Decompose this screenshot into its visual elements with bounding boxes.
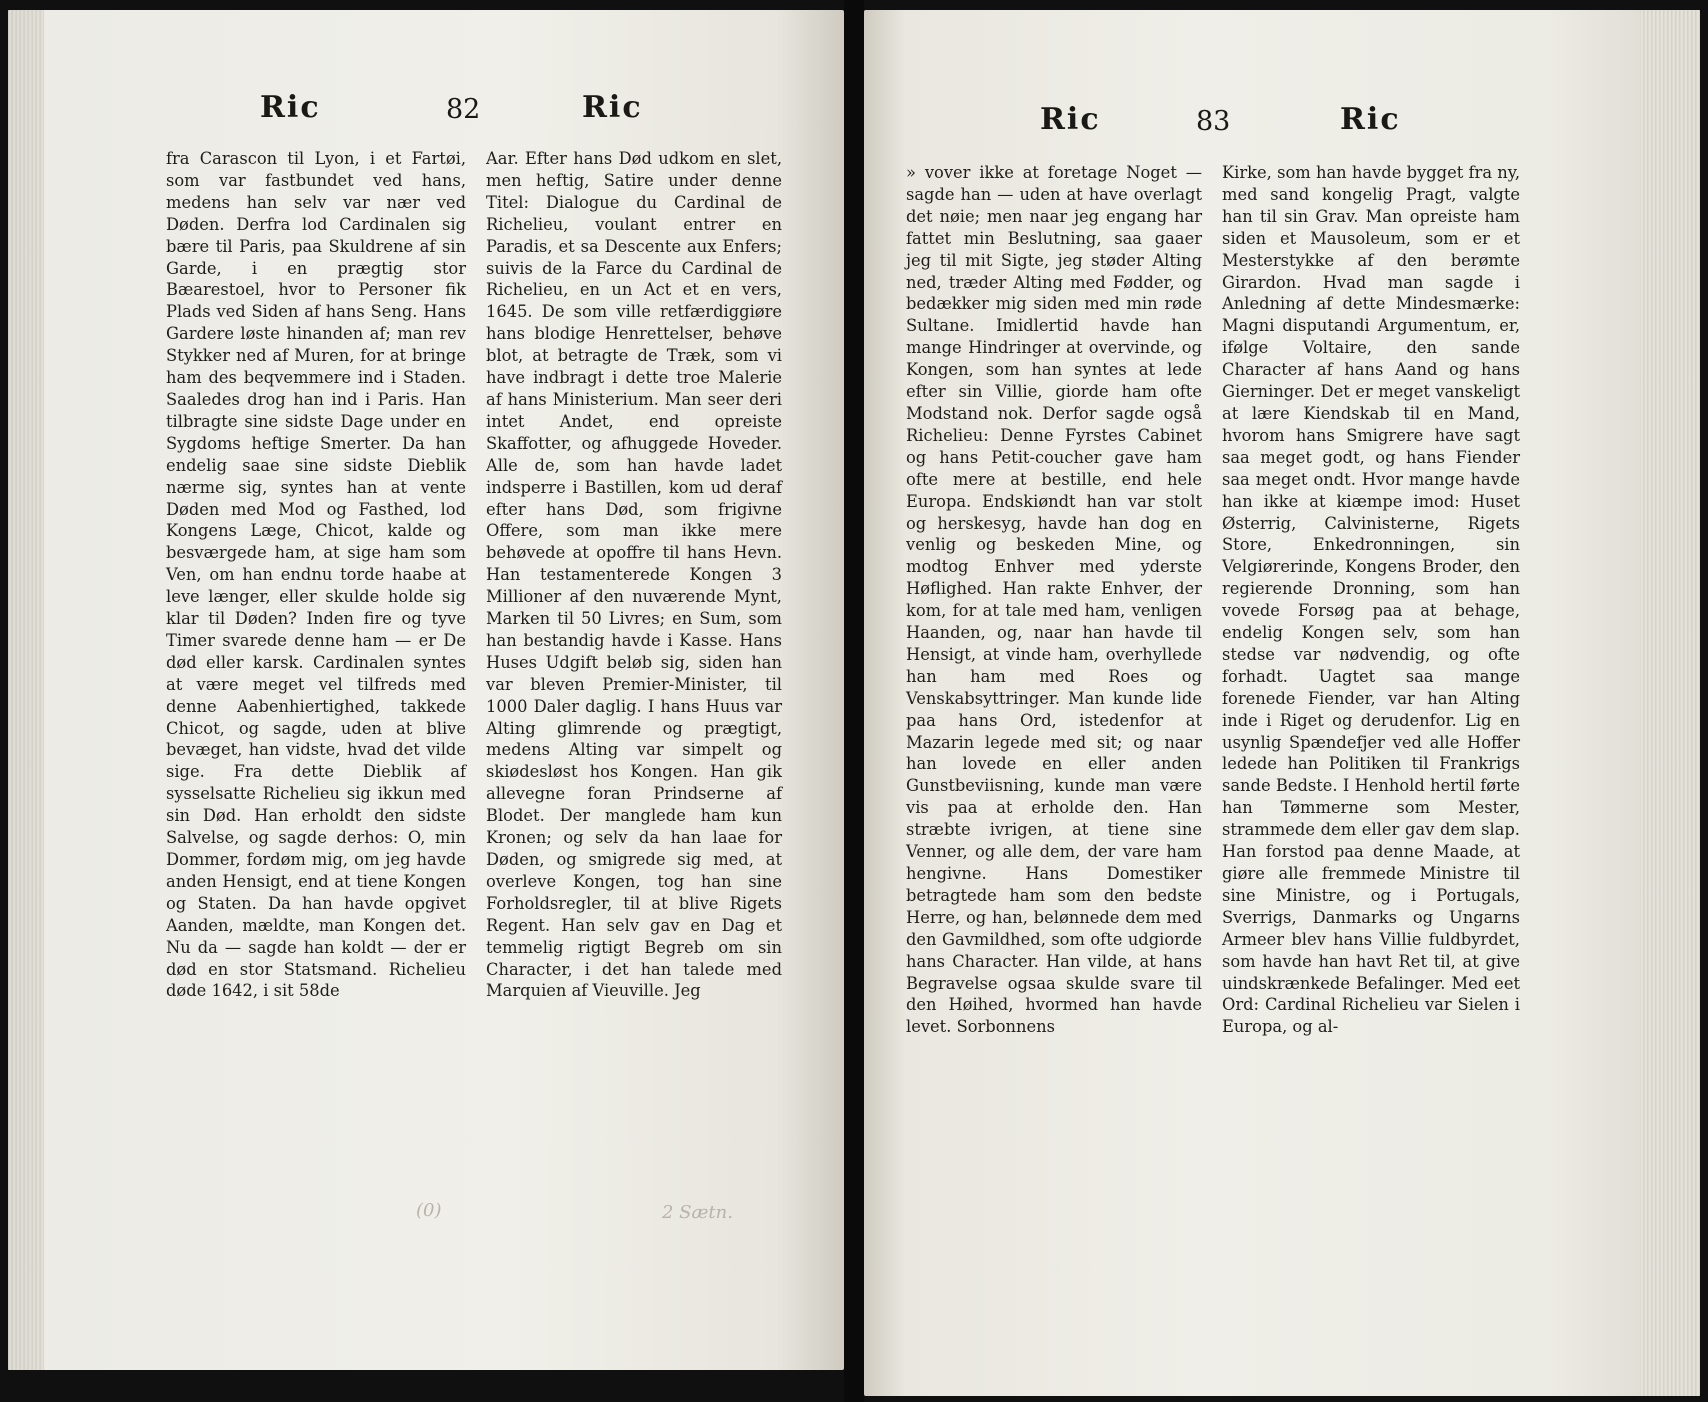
right-page-column-2: Kirke, som han havde bygget fra ny, med sand kongelig Pragt, valgte han til sin Grav. Man opreiste ham siden et Mausoleum, som er et Mesterstykke af den berømte Girardon. Hvad man sagde i Anledning af dette Mindesmærke: Magni disputandi Argumentum, er, ifølge Voltaire, den sande Character af hans Aand og hans Gierninger. Det er meget vanskeligt at lære Kiendskab til en Mand, hvorom hans Smigrere have sagt saa meget godt, og hans Fiender saa meget ondt. Hvor mange havde han ikke at kiæmpe imod: Huset Østerrig, Calvinisterne, Rigets Store, Enkedronningen, sin Velgiørerinde, Kongens Broder, den regierende Dronning, som han vovede Forsøg paa at behage, endelig Kongen selv, som han stedse var nødvendig, og ofte forhadt. Uagtet saa mange forenede Fiender, var han Alting inde i Riget og derudenfor. Lig en usynlig Spændefjer ved alle Hoffer ledede han Politiken til Frankrigs sande Bedste. I Henhold hertil førte han Tømmerne som Mester, strammede dem eller gav dem slap. Han forstod paa denne Maade, at giøre alle fremmede Ministre til sine Ministre, og i Portugals, Sverrigs, Danmarks og Ungarns Armeer blev hans Villie fuldbyrdet, som havde han havt Ret til, at give uindskrænkede Befalinger. Med eet Ord: Cardinal Richelieu var Sielen i Europa, og al- [1222,163,1520,1037]
left-page-header-left: Ric [260,90,321,125]
right-page-column-1: » vover ikke at foretage Noget — sagde han — uden at have overlagt det nøie; men naar jeg engang har fattet min Beslutning, saa gaaer jeg til mit Sigte, jeg støder Alting ned, træder Alting med Fødder, og bedækker mig siden med min røde Sultane. Imidlertid havde han mange Hindringer at overvinde, og Kongen, som han syntes at lede efter sin Villie, giorde ham ofte Modstand nok. Derfor sagde også Richelieu: Denne Fyrstes Cabinet og hans Petit-coucher gave ham ofte mere at bestille, end hele Europa. Endskiøndt han var stolt og herskesyg, havde han dog en venlig og beskeden Mine, og modtog Enhver med yderste Høflighed. Han rakte Enhver, der kom, for at tale med ham, venligen Haanden, og, naar han havde til Hensigt, at vinde ham, overhyllede han ham med Roes og Venskabsyttringer. Man kunde lide paa hans Ord, istedenfor at Mazarin legede med sit; og naar han lovede en eller anden Gunstbeviisning, kunde man være vis paa at erholde den. Han stræbte ivrigen, at tiene sine Venner, og alle dem, der vare ham hengivne. Hans Domestiker betragtede ham som den bedste Herre, og han, belønnede dem med den Gavmildhed, som ofte udgiorde hans Character. Han vilde, at hans Begravelse ogsaa skulde svare til den Høihed, hvormed han havde levet. Sorbonnens [906,163,1202,1037]
book-gutter [844,0,864,1402]
right-page-number: 83 [1196,106,1231,137]
left-page-number: 82 [446,94,481,125]
right-page-edge [1640,10,1700,1396]
pencil-note-1: (0) [416,1200,442,1221]
left-page-edge [8,10,44,1370]
left-page [8,10,844,1370]
left-page-column-2: Aar. Efter hans Død udkom en slet, men heftig, Satire under denne Titel: Dialogue du Cardinal de Richelieu, voulant entrer en Paradis, et sa Descente aux Enfers; suivis de la Farce du Cardinal de Richelieu, en un Act et en vers, 1645. De som ville retfærdiggiøre hans blodige Henrettelser, behøve blot, at betragte de Træk, som vi have indbragt i dette troe Malerie af hans Ministerium. Man seer deri intet Andet, end opreiste Skaffotter, og afhuggede Hoveder. Alle de, som han havde ladet indsperre i Bastillen, kom ud deraf efter hans Død, som frigivne Offere, som man ikke mere behøvede at opoffre til hans Hevn. Han testamenterede Kongen 3 Millioner af den nuværende Mynt, Marken til 50 Livres; en Sum, som han bestandig havde i Kasse. Hans Huses Udgift beløb sig, siden han var bleven Premier-Minister, til 1000 Daler daglig. I hans Huus var Alting glimrende og prægtigt, medens Alting var simpelt og skiødesløst hos Kongen. Han gik allevegne foran Prindserne af Blodet. Der manglede ham kun Kronen; og selv da han laae for Døden, og smigrede sig med, at overleve Kongen, tog han sine Forholdsregler, til at blive Rigets Regent. Han selv gav en Dag et temmelig rigtigt Begreb om sin Character, i det han talede med Marquien af Vieuville. Jeg [486,149,782,1001]
right-page-header-right: Ric [1340,102,1401,137]
left-page-header-right: Ric [582,90,643,125]
right-page-header-left: Ric [1040,102,1101,137]
right-page [864,10,1700,1396]
pencil-note-2: 2 Sætn. [662,1202,733,1223]
left-page-column-1: fra Carascon til Lyon, i et Fartøi, som var fastbundet ved hans, medens han selv var nær ved Døden. Derfra lod Cardinalen sig bære til Paris, paa Skuldrene af sin Garde, i en prægtig stor Bæarestoel, hvor to Personer fik Plads ved Siden af hans Seng. Hans Gardere løste hinanden af; man rev Stykker ned af Muren, for at bringe ham des beqvemmere ind i Staden. Saaledes drog han ind i Paris. Han tilbragte sine sidste Dage under en Sygdoms heftige Smerter. Da han endelig saae sine sidste Dieblik nærme sig, syntes han at vente Døden med Mod og Fasthed, lod Kongens Læge, Chicot, kalde og besværgede ham, at sige ham som Ven, om han endnu torde haabe at leve længer, eller skulde holde sig klar til Døden? Inden fire og tyve Timer svarede denne ham — er De død eller karsk. Cardinalen syntes at være meget vel tilfreds med denne Aabenhiertighed, takkede Chicot, og sagde, uden at blive bevæget, han vidste, hvad det vilde sige. Fra dette Dieblik af sysselsatte Richelieu sig ikkun med sin Død. Han erholdt den sidste Salvelse, og sagde derhos: O, min Dommer, fordøm mig, om jeg havde anden Hensigt, end at tiene Kongen og Staten. Da han havde opgivet Aanden, mældte, man Kongen det. Nu da — sagde han koldt — der er død en stor Statsmand. Richelieu døde 1642, i sit 58de [166,149,466,1001]
